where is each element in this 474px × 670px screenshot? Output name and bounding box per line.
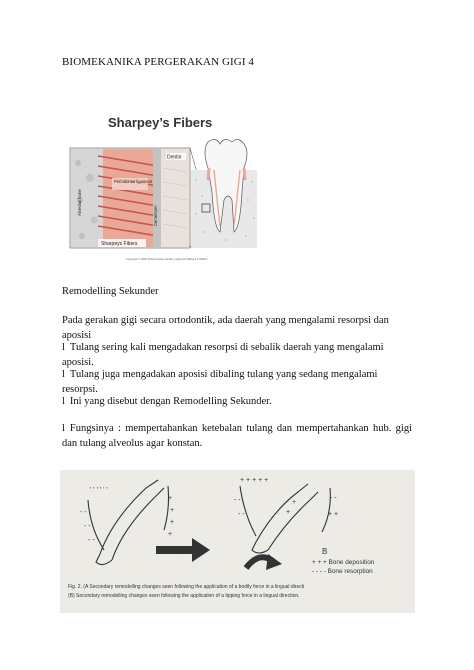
- sharpeys-fibers-figure: [68, 108, 258, 264]
- secondary-remodelling-figure: [60, 470, 415, 613]
- svg-text:+: +: [170, 507, 175, 514]
- figure1-title: Sharpey’s Fibers: [108, 115, 213, 130]
- bullet-text: Tulang sering kali mengadakan resorpsi di sebalik daerah yang mengalami aposisi.: [62, 342, 384, 368]
- svg-text:- -: - -: [84, 523, 91, 530]
- figure1-copyright: Copyright © 2008 Wolters Kluwer Health | Lippincott Williams & Wilkins: [126, 258, 208, 261]
- bullet-marker: l: [62, 423, 65, 434]
- svg-text:+: +: [168, 495, 173, 502]
- svg-text:- -: - -: [238, 511, 245, 518]
- legend-bone-deposition: + + + Bone deposition: [312, 559, 375, 566]
- bullet-marker: l: [62, 369, 65, 380]
- legend-bone-resorption: - - - - Bone resorption: [312, 568, 373, 575]
- svg-text:+ +: + +: [328, 511, 339, 518]
- bullet-marker: l: [62, 342, 65, 353]
- figure2-background: [60, 470, 415, 613]
- svg-text:+: +: [170, 519, 175, 526]
- bullet-item-2: [62, 367, 412, 397]
- section-subheading: Remodelling Sekunder: [62, 286, 159, 297]
- label-alveolar-bone: Alveolar bone: [77, 189, 82, 216]
- bullet-item-4: [62, 421, 412, 451]
- svg-text:+: +: [168, 531, 173, 538]
- label-dentin: Dentin: [167, 154, 182, 161]
- label-cementum: Cementum: [153, 205, 158, 226]
- svg-text:+ + + + +: + + + + +: [240, 477, 269, 484]
- bullet-item-1: [62, 340, 412, 370]
- svg-text:+: +: [292, 499, 297, 506]
- bullet-item-3: [62, 394, 412, 409]
- svg-text:+: +: [286, 509, 291, 516]
- panel-label-a: A: [176, 547, 182, 556]
- svg-text:- -: - -: [80, 509, 87, 516]
- document-heading: BIOMEKANIKA PERGERAKAN GIGI 4: [62, 56, 255, 68]
- bullet-text: Ini yang disebut dengan Remodelling Sekunder.: [69, 396, 272, 407]
- bullet-marker: l: [62, 396, 65, 407]
- label-sharpeys-fibers: Sharpeys Fibers: [101, 241, 138, 247]
- cementum-region: [153, 149, 161, 247]
- tooth-illustration: [191, 139, 257, 248]
- svg-text:- -: - -: [88, 537, 95, 544]
- panel-label-b: B: [322, 547, 328, 556]
- svg-text:' ' ' ' ' ': ' ' ' ' ' ': [90, 487, 108, 494]
- svg-text:- -: - -: [234, 497, 241, 504]
- bullet-text: Fungsinya : mempertahankan ketebalan tulang dan mempertahankan hub. gigi dan tulang alveolus agar konstan.: [62, 423, 412, 449]
- section-intro: Pada gerakan gigi secara ortodontik, ada daerah yang mengalami resorpsi dan aposisi: [62, 315, 389, 341]
- figure2-caption-line1: Fig. 2. (A Secondary remodelling changes seen following the application of a bodily force in a lingual directi: [68, 584, 305, 590]
- figure2-caption-line2: (B) Secondary remodelling changes seen following the application of a tipping force in a lingual direction.: [68, 593, 300, 599]
- label-periodontal-ligament: Periodontal ligament: [114, 179, 153, 184]
- svg-text:- -: - -: [330, 495, 337, 502]
- bullet-text: Tulang juga mengadakan aposisi dibaling tulang yang sedang mengalami resorpsi.: [62, 369, 378, 395]
